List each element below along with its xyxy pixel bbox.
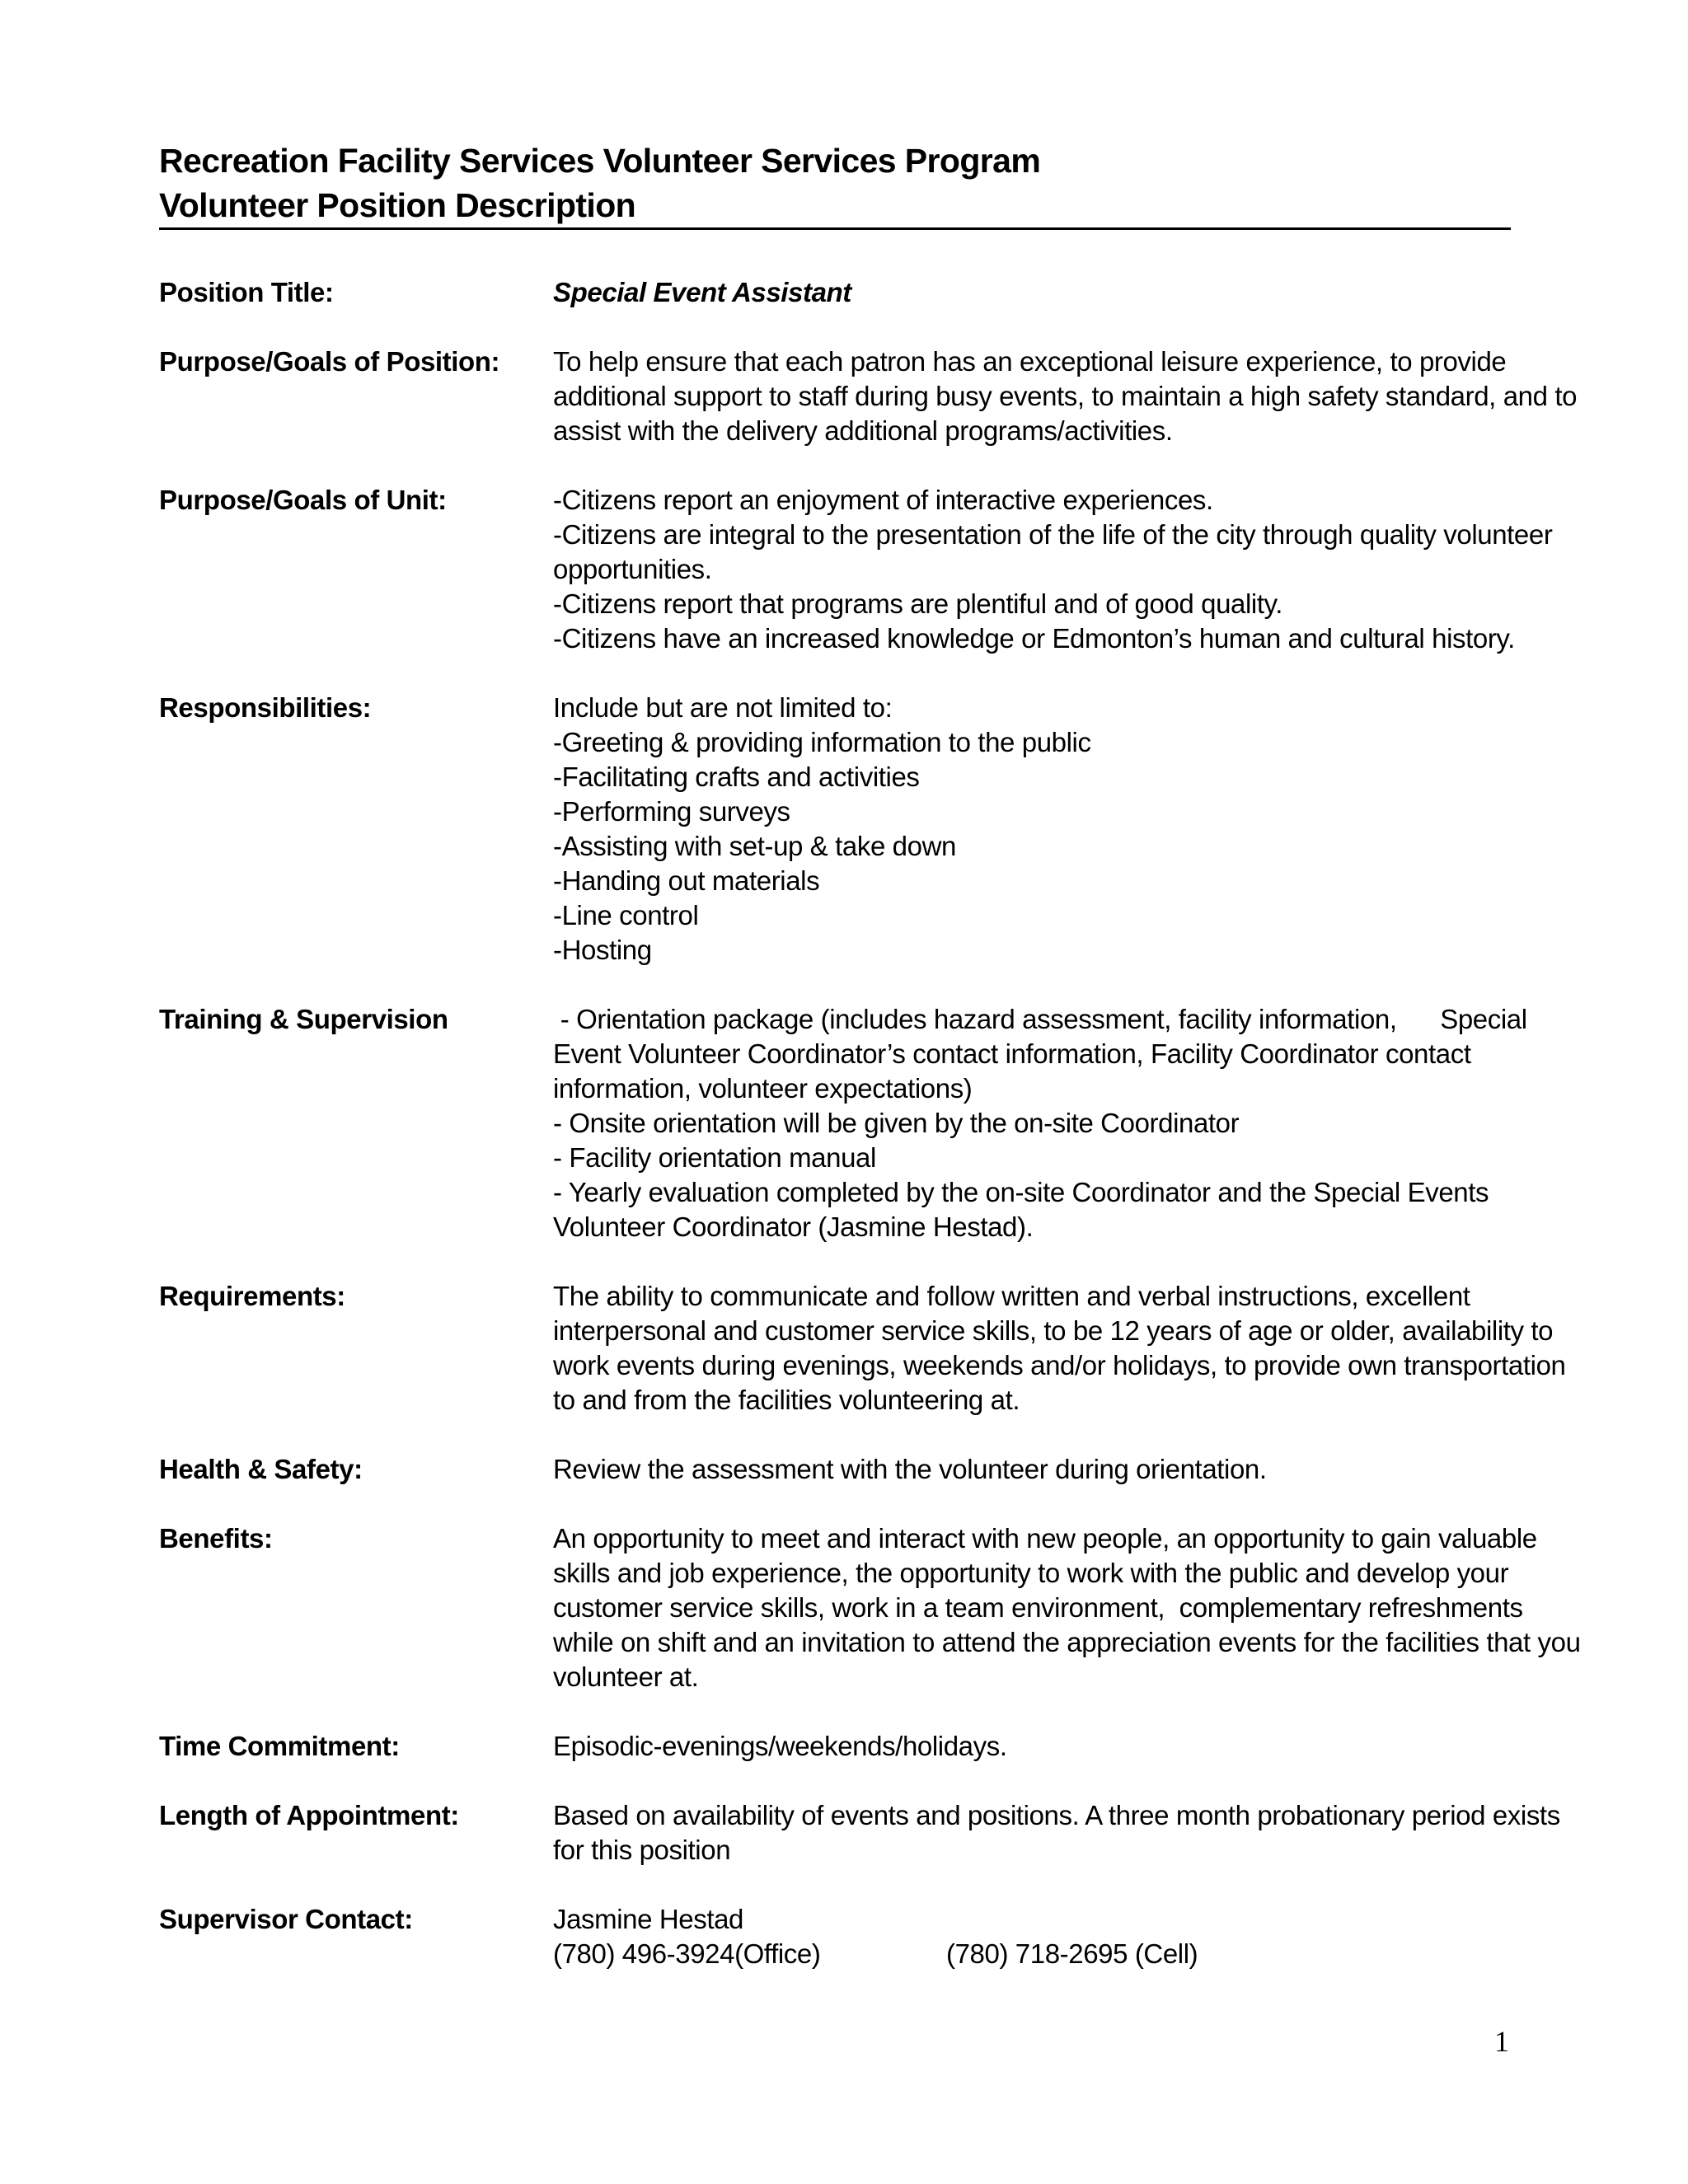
position-details — [159, 275, 1581, 2006]
row-health-safety — [159, 1452, 1519, 1487]
purpose-position-line: additional support to staff during busy events, to maintain a high safety standard, and to — [553, 381, 1578, 411]
time-commitment-line: Episodic-evenings/weekends/holidays. — [553, 1731, 1007, 1761]
purpose-unit-line: -Citizens report that programs are plentiful and of good quality. — [553, 588, 1283, 619]
training-line: Volunteer Coordinator (Jasmine Hestad). — [553, 1212, 1034, 1242]
document-title — [159, 138, 1511, 227]
responsibilities-line: -Hosting — [553, 935, 652, 965]
requirements-line: The ability to communicate and follow written and verbal instructions, excellent — [553, 1281, 1470, 1311]
length-appointment-line: Based on availability of events and positions. A three month probationary period exists — [553, 1800, 1560, 1830]
row-purpose-position — [159, 344, 1578, 448]
row-time-commitment — [159, 1729, 1519, 1764]
purpose-position-line: assist with the delivery additional programs/activities. — [553, 415, 1173, 446]
requirements-line: to and from the facilities volunteering at. — [553, 1385, 1020, 1415]
training-label: Training & Supervision — [159, 1004, 448, 1034]
purpose-unit-label: Purpose/Goals of Unit: — [159, 485, 447, 515]
requirements-value — [553, 1279, 1565, 1418]
training-line: - Facility orientation manual — [553, 1142, 876, 1173]
benefits-line: volunteer at. — [553, 1661, 699, 1692]
training-line: - Orientation package (includes hazard assessment, facility information, Special — [553, 1004, 1527, 1034]
responsibilities-label: Responsibilities: — [159, 692, 372, 723]
requirements-label: Requirements: — [159, 1281, 345, 1311]
row-supervisor-contact — [159, 1902, 1519, 1971]
supervisor-phones — [553, 1937, 1519, 1971]
row-position-title — [159, 275, 1519, 310]
title-line-program: Recreation Facility Services Volunteer Services Program — [159, 142, 1041, 180]
time-commitment-label: Time Commitment: — [159, 1731, 400, 1761]
row-purpose-unit — [159, 483, 1553, 656]
responsibilities-line: -Handing out materials — [553, 865, 820, 896]
benefits-label: Benefits: — [159, 1523, 273, 1554]
purpose-unit-line: -Citizens report an enjoyment of interactive experiences. — [553, 485, 1213, 515]
row-benefits — [159, 1521, 1581, 1694]
health-safety-label: Health & Safety: — [159, 1454, 363, 1484]
responsibilities-line: -Facilitating crafts and activities — [553, 762, 920, 792]
purpose-unit-line: -Citizens are integral to the presentation of the life of the city through quality volunteer — [553, 519, 1553, 550]
responsibilities-line: -Assisting with set-up & take down — [553, 831, 956, 861]
responsibilities-line: -Performing surveys — [553, 796, 790, 827]
length-appointment-label: Length of Appointment: — [159, 1800, 459, 1830]
responsibilities-line: -Line control — [553, 900, 699, 930]
supervisor-phone-office: (780) 496-3924(Office) — [553, 1938, 821, 1969]
length-appointment-line: for this position — [553, 1835, 731, 1865]
benefits-line: skills and job experience, the opportunity to work with the public and develop your — [553, 1558, 1509, 1588]
row-responsibilities — [159, 691, 1519, 968]
row-length-appointment — [159, 1798, 1560, 1868]
time-commitment-value — [553, 1729, 1519, 1764]
purpose-unit-line: opportunities. — [553, 554, 712, 584]
row-training-supervision — [159, 1002, 1527, 1244]
purpose-position-value — [553, 344, 1577, 448]
title-divider — [159, 227, 1511, 230]
benefits-line: An opportunity to meet and interact with new people, an opportunity to gain valuable — [553, 1523, 1537, 1554]
benefits-line: customer service skills, work in a team environment, complementary refreshments — [553, 1592, 1523, 1623]
purpose-position-label: Purpose/Goals of Position: — [159, 346, 500, 377]
title-line-description: Volunteer Position Description — [159, 186, 636, 224]
training-value — [553, 1002, 1527, 1244]
benefits-line: while on shift and an invitation to attend the appreciation events for the facilities that you — [553, 1627, 1581, 1657]
health-safety-line: Review the assessment with the volunteer during orientation. — [553, 1454, 1267, 1484]
position-title-value: Special Event Assistant — [553, 277, 851, 307]
position-title-label: Position Title: — [159, 277, 334, 307]
purpose-unit-line: -Citizens have an increased knowledge or Edmonton’s human and cultural history. — [553, 623, 1515, 654]
supervisor-contact-label: Supervisor Contact: — [159, 1904, 413, 1934]
requirements-line: interpersonal and customer service skills, to be 12 years of age or older, availability to — [553, 1315, 1554, 1346]
training-line: Event Volunteer Coordinator’s contact information, Facility Coordinator contact — [553, 1038, 1471, 1069]
requirements-line: work events during evenings, weekends and/or holidays, to provide own transportation — [553, 1350, 1566, 1380]
benefits-value — [553, 1521, 1581, 1694]
page-number: 1 — [1494, 2025, 1509, 2058]
training-line: information, volunteer expectations) — [553, 1073, 973, 1104]
length-appointment-value — [553, 1798, 1560, 1868]
health-safety-value — [553, 1452, 1519, 1487]
training-line: - Yearly evaluation completed by the on-site Coordinator and the Special Events — [553, 1177, 1489, 1207]
supervisor-contact-value — [553, 1902, 1519, 1971]
purpose-unit-value — [553, 483, 1552, 656]
training-line: - Onsite orientation will be given by the on-site Coordinator — [553, 1108, 1240, 1138]
supervisor-phone-cell: (780) 718-2695 (Cell) — [946, 1938, 1198, 1969]
row-requirements — [159, 1279, 1566, 1418]
responsibilities-line: -Greeting & providing information to the public — [553, 727, 1091, 757]
responsibilities-line: Include but are not limited to: — [553, 692, 893, 723]
supervisor-name: Jasmine Hestad — [553, 1904, 744, 1934]
responsibilities-value — [553, 691, 1519, 968]
purpose-position-line: To help ensure that each patron has an exceptional leisure experience, to provide — [553, 346, 1507, 377]
